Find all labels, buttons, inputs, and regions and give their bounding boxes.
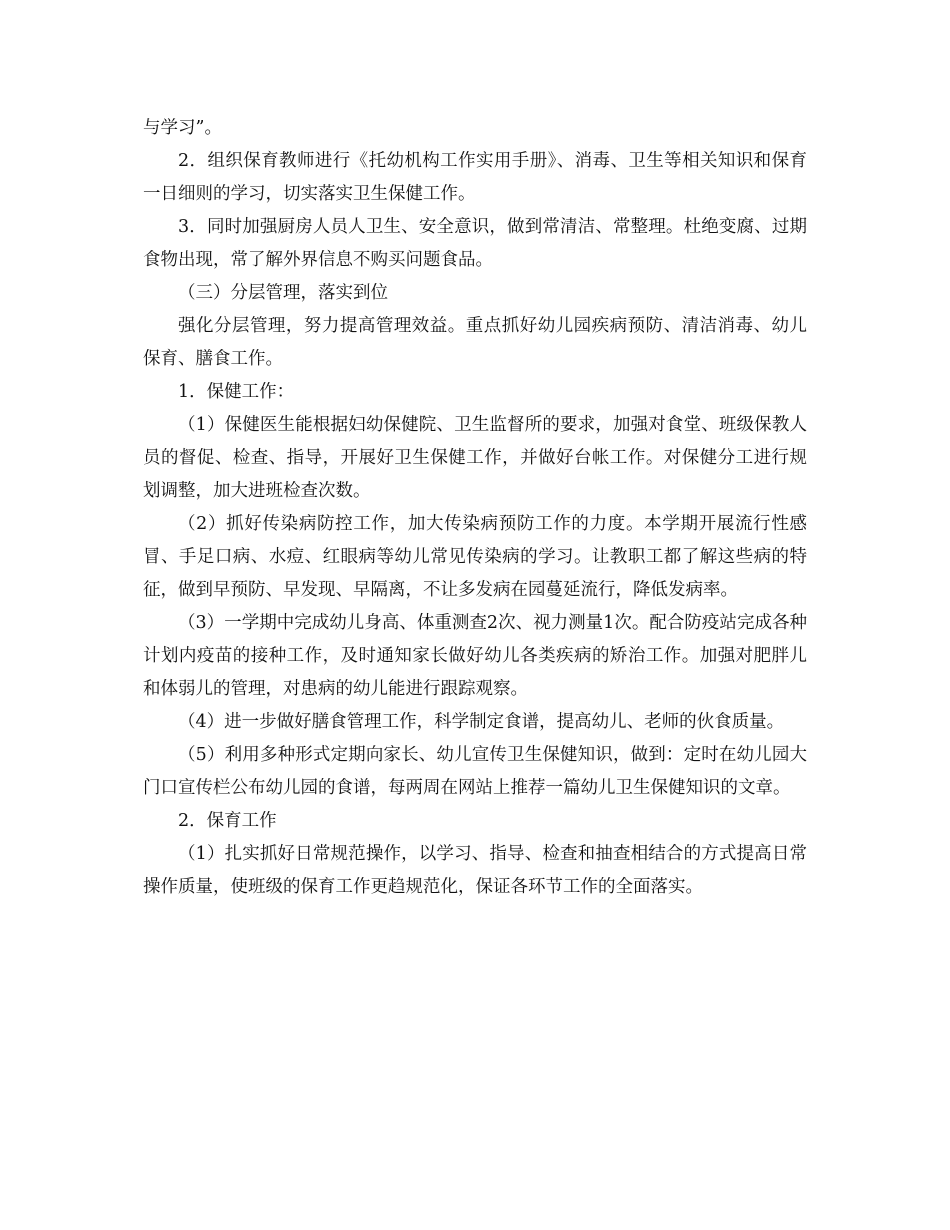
paragraph-kitchen-hygiene: 3．同时加强厨房人员人卫生、安全意识，做到常清洁、常整理。杜绝变腐、过期食物出现，常了解外界信息不购买问题食品。 bbox=[143, 217, 807, 270]
subheading-health-work: 1．保健工作： bbox=[178, 382, 295, 402]
paragraph-continuation: 与学习”。 bbox=[143, 118, 222, 138]
document-page bbox=[143, 112, 807, 904]
paragraph-health-item-5: （5）利用多种形式定期向家长、幼儿宣传卫生保健知识，做到：定时在幼儿园大门口宣传栏公布幼儿园的食谱，每两周在网站上推荐一篇幼儿卫生保健知识的文章。 bbox=[143, 745, 807, 798]
paragraph-layered-management: 强化分层管理，努力提高管理效益。重点抓好幼儿园疾病预防、清洁消毒、幼儿保育、膳食工作。 bbox=[143, 316, 807, 369]
section-heading-layered-management: （三）分层管理，落实到位 bbox=[178, 283, 388, 303]
paragraph-health-item-1: （1）保健医生能根据妇幼保健院、卫生监督所的要求，加强对食堂、班级保教人员的督促、检查、指导，开展好卫生保健工作，并做好台帐工作。对保健分工进行规划调整，加大进班检查次数。 bbox=[143, 415, 807, 501]
paragraph-staff-training: 2．组织保育教师进行《托幼机构工作实用手册》、消毒、卫生等相关知识和保育一日细则的学习，切实落实卫生保健工作。 bbox=[143, 151, 807, 204]
paragraph-health-item-3: （3）一学期中完成幼儿身高、体重测查2次、视力测量1次。配合防疫站完成各种计划内疫苗的接种工作，及时通知家长做好幼儿各类疾病的矫治工作。加强对肥胖儿和体弱儿的管理，对患病的幼儿能进行跟踪观察。 bbox=[143, 613, 807, 699]
paragraph-care-item-1: （1）扎实抓好日常规范操作，以学习、指导、检查和抽查相结合的方式提高日常操作质量，使班级的保育工作更趋规范化，保证各环节工作的全面落实。 bbox=[143, 844, 807, 897]
paragraph-health-item-4: （4）进一步做好膳食管理工作，科学制定食谱，提高幼儿、老师的伙食质量。 bbox=[178, 712, 785, 732]
subheading-care-work: 2．保育工作 bbox=[178, 811, 277, 831]
paragraph-health-item-2: （2）抓好传染病防控工作，加大传染病预防工作的力度。本学期开展流行性感冒、手足口病、水痘、红眼病等幼儿常见传染病的学习。让教职工都了解这些病的特征，做到早预防、早发现、早隔离，不让多发病在园蔓延流行，降低发病率。 bbox=[143, 514, 807, 600]
